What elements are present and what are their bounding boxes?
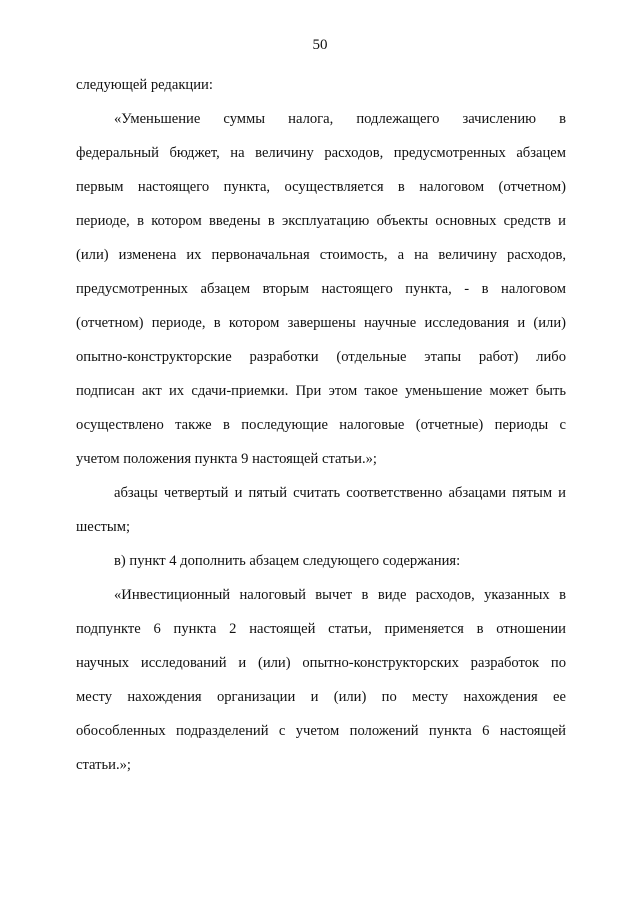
text-line: подпункте 6 пункта 2 настоящей статьи, применяется в отношении — [76, 621, 566, 637]
text-line: «Инвестиционный налоговый вычет в виде расходов, указанных в — [114, 587, 566, 603]
text-line: научных исследований и (или) опытно-конструкторских разработок по — [76, 655, 566, 671]
text-line: «Уменьшение суммы налога, подлежащего зачислению в — [114, 111, 566, 127]
text-line: федеральный бюджет, на величину расходов, предусмотренных абзацем — [76, 145, 566, 161]
document-body — [76, 68, 566, 782]
text-line: периоде, в котором введены в эксплуатацию объекты основных средств и — [76, 213, 566, 229]
text-line: абзацы четвертый и пятый считать соответственно абзацами пятым и — [114, 485, 566, 501]
text-line: в) пункт 4 дополнить абзацем следующего содержания: — [114, 553, 461, 569]
text-line: месту нахождения организации и (или) по месту нахождения ее — [76, 689, 566, 705]
text-line: первым настоящего пункта, осуществляется в налоговом (отчетном) — [76, 179, 566, 195]
text-line: статьи.»; — [76, 757, 131, 773]
text-line: подписан акт их сдачи-приемки. При этом такое уменьшение может быть — [76, 383, 566, 399]
text-line: (или) изменена их первоначальная стоимость, а на величину расходов, — [76, 247, 566, 263]
text-line: (отчетном) периоде, в котором завершены научные исследования и (или) — [76, 315, 566, 331]
text-line: осуществлено также в последующие налоговые (отчетные) периоды с — [76, 417, 566, 433]
text-line: опытно-конструкторские разработки (отдельные этапы работ) либо — [76, 349, 566, 365]
page-number: 50 — [312, 37, 328, 53]
text-line: учетом положения пункта 9 настоящей статьи.»; — [76, 451, 377, 467]
text-line: предусмотренных абзацем вторым настоящего пункта, - в налоговом — [76, 281, 566, 297]
text-line: обособленных подразделений с учетом положений пункта 6 настоящей — [76, 723, 566, 739]
text-line: шестым; — [76, 519, 131, 535]
text-line: следующей редакции: — [76, 77, 213, 93]
